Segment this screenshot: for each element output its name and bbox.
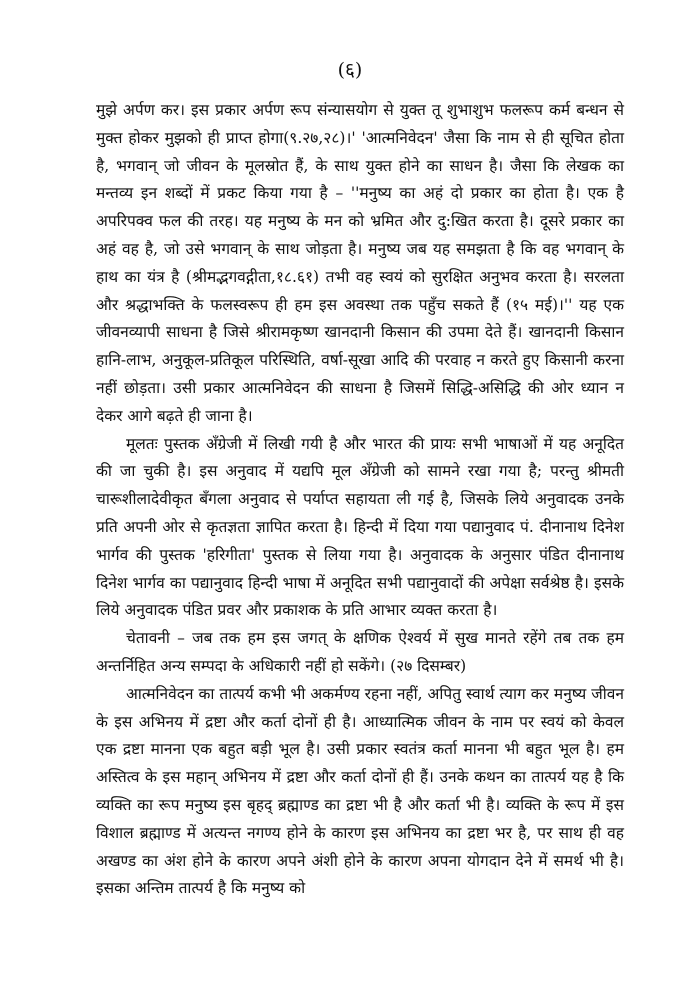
paragraph-translation-note: मूलतः पुस्तक अँग्रेजी में लिखी गयी है और भारत की प्रायः सभी भाषाओं में यह अनूदित की जा चुकी है। इस अनुवाद में यद्यपि मूल अँग्रेजी को सामने रखा गया है; परन्तु श्रीमती चारूशीलादेवीकृत बँगला अनुवाद से पर्याप्त सहायता ली गई है, जिसके लिये अनुवादक उनके प्रति अपनी ओर से कृतज्ञता ज्ञापित करता है। हिन्दी में दिया गया पद्यानुवाद पं. दीनानाथ दिनेश भार्गव की पुस्तक 'हरिगीता' पुस्तक से लिया गया है। अनुवादक के अनुसार पंडित दीनानाथ दिनेश भार्गव का पद्यानुवाद हिन्दी भाषा में अनूदित सभी पद्यानुवादों की अपेक्षा सर्वश्रेष्ठ है। इसके लिये अनुवादक पंडित प्रवर और प्रकाशक के प्रति आभार व्यक्त करता है। <box>96 434 624 620</box>
paragraph-warning: चेतावनी – जब तक हम इस जगत् के क्षणिक ऐश्वर्य में सुख मानते रहेंगे तब तक हम अन्तर्निहित अन्य सम्पदा के अधिकारी नहीं हो सकेंगे। (२७ दिसम्बर) <box>96 629 624 675</box>
page-number: (६) <box>337 59 363 81</box>
paragraph-self-surrender: आत्मनिवेदन का तात्पर्य कभी भी अकर्मण्य रहना नहीं, अपितु स्वार्थ त्याग कर मनुष्य जीवन के इस अभिनय में द्रष्टा और कर्ता दोनों ही है। आध्यात्मिक जीवन के नाम पर स्वयं को केवल एक द्रष्टा मानना एक बहुत बड़ी भूल है। उसी प्रकार स्वतंत्र कर्ता मानना भी बहुत भूल है। हम अस्तित्व के इस महान् अभिनय में द्रष्टा और कर्ता दोनों ही हैं। उनके कथन का तात्पर्य यह है कि व्यक्ति का रूप मनुष्य इस बृहद् ब्रह्माण्ड का द्रष्टा भी है और कर्ता भी है। व्यक्ति के रूप में इस विशाल ब्रह्माण्ड में अत्यन्त नगण्य होने के कारण इस अभिनय का द्रष्टा भर है, पर साथ ही वह अखण्ड का अंश होने के कारण अपने अंशी होने के कारण अपना योगदान देने में समर्थ भी है। इसका अन्तिम तात्पर्य है कि मनुष्य को <box>96 684 625 898</box>
body-text <box>96 97 624 903</box>
paragraph-continuation: मुझे अर्पण कर। इस प्रकार अर्पण रूप संन्यासयोग से युक्त तू शुभाशुभ फलरूप कर्म बन्धन से मुक्त होकर मुझको ही प्राप्त होगा(९.२७,२८)।' 'आत्मनिवेदन' जैसा कि नाम से ही सूचित होता है, भगवान् जो जीवन के मूलस्रोत हैं, के साथ युक्त होने का साधन है। जैसा कि लेखक का मन्तव्य इन शब्दों में प्रकट किया गया है – ''मनुष्य का अहं दो प्रकार का होता है। एक है अपरिपक्व फल की तरह। यह मनुष्य के मन को भ्रमित और दु:खित करता है। दूसरे प्रकार का अहं वह है, जो उसे भगवान् के साथ जोड़ता है। मनुष्य जब यह समझता है कि वह भगवान् के हाथ का यंत्र है (श्रीमद्भगवद्गीता,१८.६१) तभी वह स्वयं को सुरक्षित अनुभव करता है। सरलता और श्रद्धाभक्ति के फलस्वरूप ही हम इस अवस्था तक पहुँच सकते हैं (१५ मई)।'' यह एक जीवनव्यापी साधना है जिसे श्रीरामकृष्ण खानदानी किसान की उपमा देते हैं। खानदानी किसान हानि-लाभ, अनुकूल-प्रतिकूल परिस्थिति, वर्षा-सूखा आदि की परवाह न करते हुए किसानी करना नहीं छोड़ता। उसी प्रकार आत्मनिवेदन की साधना है जिसमें सिद्धि-असिद्धि की ओर ध्यान न देकर आगे बढ़ते ही जाना है। <box>96 101 624 425</box>
